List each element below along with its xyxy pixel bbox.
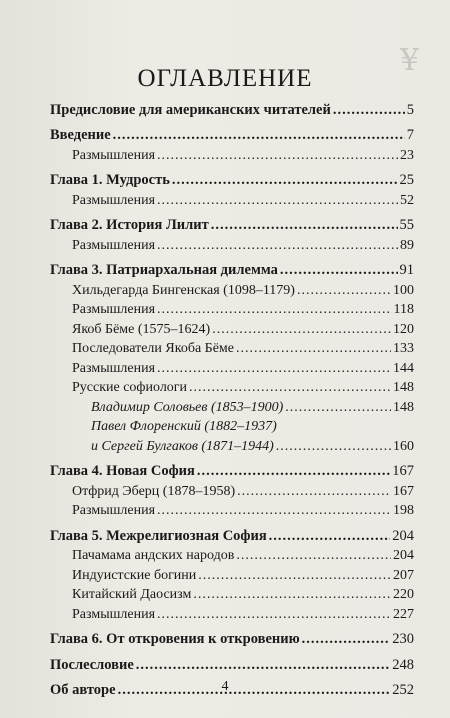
toc-entry-label: Русские софиологи xyxy=(72,380,188,395)
toc-page-number: 204 xyxy=(392,527,414,544)
toc-entry-label: Глава 5. Межрелигиозная София xyxy=(50,527,267,544)
toc-page-number: 100 xyxy=(393,282,414,298)
toc-chapter-row xyxy=(50,654,414,674)
dot-leader xyxy=(136,657,390,674)
toc-entry-label: Китайский Даосизм xyxy=(72,587,192,602)
toc-entry-label: Размышления xyxy=(72,237,156,253)
dot-leader xyxy=(285,400,391,416)
toc-entry-row xyxy=(50,279,414,299)
toc-page-number: 23 xyxy=(400,147,414,163)
toc-page-number: 230 xyxy=(392,631,414,647)
toc-page-number: 118 xyxy=(393,302,414,317)
toc-page-number: 148 xyxy=(393,380,414,395)
dot-leader xyxy=(333,102,405,119)
dot-leader xyxy=(157,361,391,377)
toc-entry-label: Последователи Якоба Бёме xyxy=(72,341,234,356)
toc-page-number: 89 xyxy=(400,237,414,253)
toc-page-number: 5 xyxy=(406,101,414,118)
toc-entry-label: Владимир Соловьев (1853–1900) xyxy=(91,399,284,415)
toc-page-number: 167 xyxy=(392,463,414,479)
toc-entry-label: Индуистские богини xyxy=(72,567,197,583)
toc-entry-row xyxy=(50,189,414,209)
toc-entry-row xyxy=(50,603,414,623)
dot-leader xyxy=(302,631,391,648)
toc-entry-label: Глава 6. От откровения к откровению xyxy=(50,631,300,647)
dot-leader xyxy=(236,548,391,564)
dot-leader xyxy=(236,341,391,357)
toc-page-number: 7 xyxy=(406,127,414,143)
toc-entry-row xyxy=(50,480,414,500)
toc-page-number: 25 xyxy=(399,172,414,188)
toc-entry-label: Глава 4. Новая София xyxy=(50,463,195,479)
dot-leader xyxy=(297,283,391,299)
dot-leader xyxy=(212,322,391,338)
toc-page-number: 204 xyxy=(393,548,414,563)
toc-entry-label: и Сергей Булгаков (1871–1944) xyxy=(91,438,274,454)
toc-entry-label: Якоб Бёме (1575–1624) xyxy=(72,321,211,337)
toc-page-number: 148 xyxy=(393,399,414,415)
dot-leader xyxy=(172,172,398,189)
toc-chapter-row xyxy=(50,99,414,119)
toc-entry-label: Размышления xyxy=(72,606,156,622)
dot-leader xyxy=(280,262,398,279)
toc-entry-label: Размышления xyxy=(72,147,156,163)
toc-page-number: 248 xyxy=(392,656,414,673)
toc-entry-row xyxy=(50,318,414,338)
toc-entry-row xyxy=(50,299,414,319)
dot-leader xyxy=(193,587,391,603)
toc-entry-label: Об авторе xyxy=(50,682,116,698)
toc-entry-row xyxy=(50,234,414,254)
toc-entry-label: Глава 2. История Лилит xyxy=(50,217,209,233)
toc-page-number: 220 xyxy=(393,587,414,602)
toc-chapter-row xyxy=(50,461,414,481)
toc-entry-row xyxy=(50,144,414,164)
toc-entry-row xyxy=(50,435,414,455)
toc-page-number: 167 xyxy=(393,483,414,499)
page-number: 4 xyxy=(221,679,229,694)
dot-leader xyxy=(157,302,392,318)
dot-leader xyxy=(157,193,398,209)
toc-entry-label: Размышления xyxy=(72,192,156,208)
toc-entry-label: Введение xyxy=(50,127,111,143)
toc-entry-label: Предисловие для американских читателей xyxy=(50,101,331,118)
toc-page-number: 227 xyxy=(393,606,414,622)
dot-leader xyxy=(157,148,398,164)
toc-chapter-row xyxy=(50,170,414,190)
toc-entry-label: Глава 1. Мудрость xyxy=(50,172,170,188)
dot-leader xyxy=(276,439,391,455)
toc-entry-label: Размышления xyxy=(72,302,156,317)
toc-page-number: 207 xyxy=(393,567,414,583)
toc-entry-row xyxy=(50,338,414,358)
toc-page-number: 52 xyxy=(400,192,414,208)
toc-entry-label: Отфрид Эберц (1878–1958) xyxy=(72,483,236,499)
toc-entry-row xyxy=(50,377,414,397)
toc-entry-row xyxy=(50,500,414,520)
toc-chapter-row xyxy=(50,215,414,235)
dot-leader xyxy=(113,127,405,144)
toc-chapter-row xyxy=(50,525,414,545)
toc-page-number: 55 xyxy=(399,217,414,233)
toc-entry-row xyxy=(50,416,414,436)
dot-leader xyxy=(237,484,391,500)
dot-leader xyxy=(198,568,391,584)
page-title: ОГЛАВЛЕНИЕ xyxy=(137,64,313,92)
toc-page-number: 198 xyxy=(393,503,414,518)
toc-entry-label: Хильдегарда Бингенская (1098–1179) xyxy=(72,282,295,298)
toc-entry-label: Размышления xyxy=(72,360,156,376)
bleed-through-text: ¥ xyxy=(400,44,420,78)
toc-page-number: 91 xyxy=(399,262,414,278)
toc-page-number: 144 xyxy=(393,360,414,376)
toc-entry-row xyxy=(50,584,414,604)
toc-chapter-row xyxy=(50,629,414,649)
toc-entry-row xyxy=(50,564,414,584)
table-of-contents xyxy=(50,99,414,699)
dot-leader xyxy=(157,238,398,254)
dot-leader xyxy=(189,380,391,396)
toc-entry-row xyxy=(50,396,414,416)
toc-entry-label: Пачамама андских народов xyxy=(72,548,235,563)
toc-entry-row xyxy=(50,545,414,565)
dot-leader xyxy=(211,217,398,234)
toc-page-number: 252 xyxy=(392,682,414,698)
toc-entry-label: Размышления xyxy=(72,503,156,518)
dot-leader xyxy=(157,503,391,519)
toc-entry-label: Послесловие xyxy=(50,656,134,673)
toc-entry-label: Глава 3. Патриархальная дилемма xyxy=(50,262,278,278)
toc-page-number: 160 xyxy=(393,438,414,454)
toc-chapter-row xyxy=(50,260,414,280)
dot-leader xyxy=(157,607,391,623)
toc-page-number: 120 xyxy=(393,321,414,337)
toc-entry-label: Павел Флоренский (1882–1937) xyxy=(91,419,277,434)
dot-leader xyxy=(197,463,390,480)
toc-entry-row xyxy=(50,357,414,377)
toc-page-number: 133 xyxy=(393,341,414,356)
dot-leader xyxy=(269,528,391,545)
toc-chapter-row xyxy=(50,125,414,145)
